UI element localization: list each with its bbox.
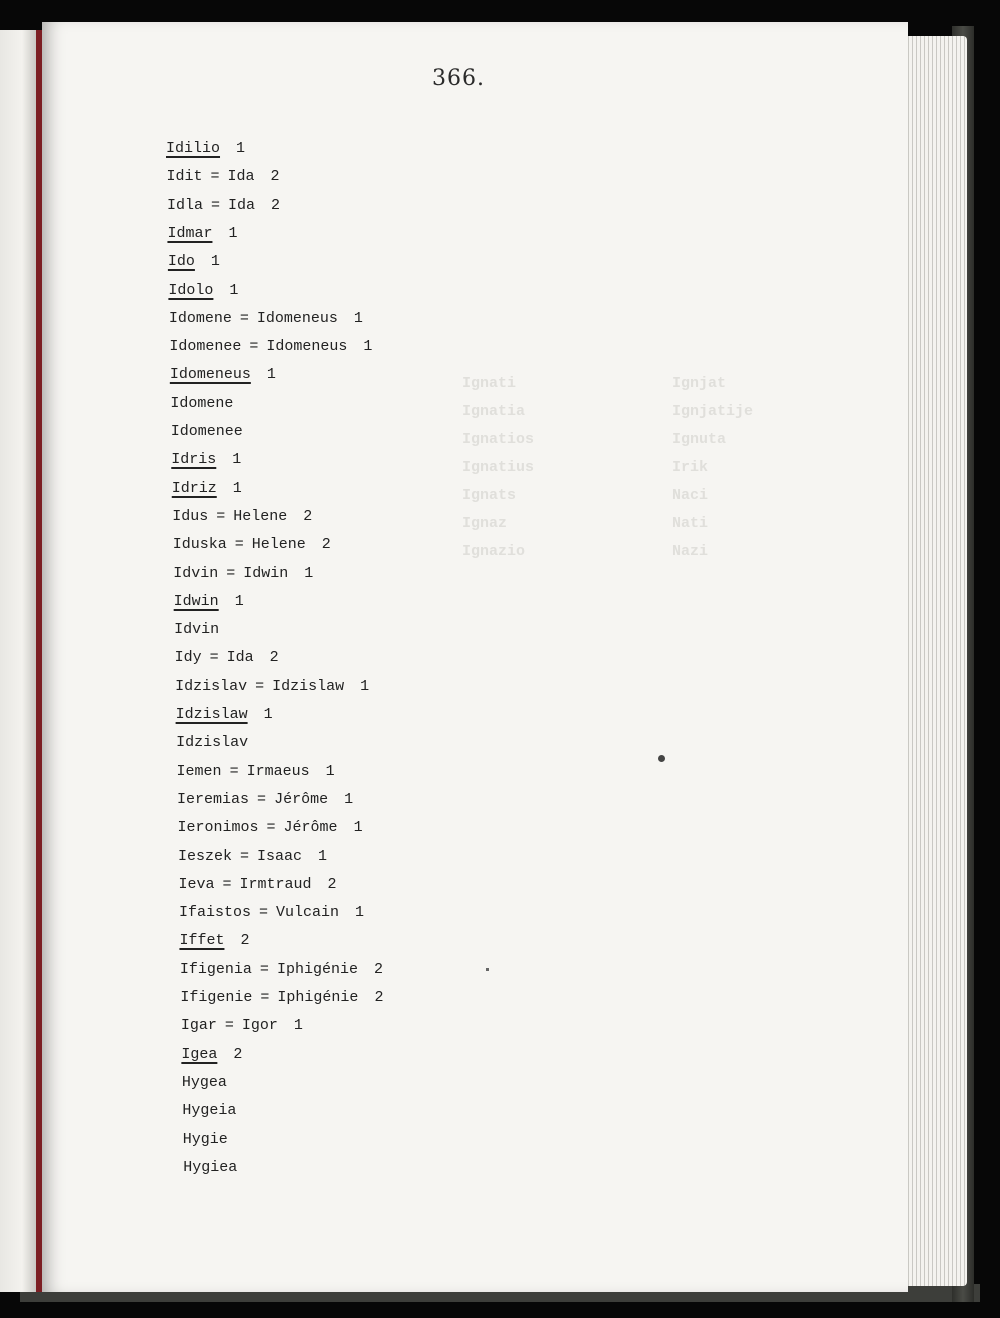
index-entry <box>173 562 313 586</box>
index-entry <box>180 986 383 1010</box>
entry-count: 1 <box>263 706 273 723</box>
entry-count: 1 <box>229 281 239 299</box>
entry-name: Idomenee <box>169 338 242 356</box>
index-entry <box>183 1128 228 1152</box>
equals-sign: = <box>257 790 267 808</box>
index-entry <box>169 307 363 331</box>
index-entry <box>167 222 237 246</box>
index-entry <box>177 788 353 812</box>
index-entry <box>173 533 331 557</box>
equals-sign: = <box>240 847 250 865</box>
entry-name: Igea <box>181 1045 218 1063</box>
entry-name: Idmar <box>167 224 213 242</box>
page-speck <box>658 755 665 762</box>
entry-reference: Jérôme <box>283 819 338 837</box>
equals-sign: = <box>229 762 239 780</box>
index-entry <box>170 363 276 387</box>
entry-name: Idus <box>172 507 209 525</box>
entry-count: 2 <box>269 649 279 667</box>
index-entry <box>175 675 369 699</box>
entry-name: Idomene <box>168 309 232 327</box>
equals-sign: = <box>224 1017 234 1035</box>
entry-reference: Iphigénie <box>276 960 358 978</box>
index-entry <box>182 1071 227 1095</box>
index-entry <box>181 1014 303 1038</box>
page-number: 366. <box>432 66 485 91</box>
entry-name: Idolo <box>168 281 214 299</box>
entry-count: 2 <box>374 989 384 1006</box>
entry-name: Ieronimos <box>177 819 259 837</box>
entry-name: Igar <box>180 1017 217 1035</box>
equals-sign: = <box>234 536 244 554</box>
entry-name: Ifigenia <box>179 960 252 978</box>
entry-name: Idzislaw <box>175 706 248 723</box>
equals-sign: = <box>226 564 236 582</box>
entry-name: Idomene <box>170 394 234 412</box>
entry-count: 2 <box>303 507 313 525</box>
entry-name: Hygea <box>181 1073 227 1091</box>
entry-count: 1 <box>266 366 276 384</box>
index-entry <box>176 731 248 755</box>
equals-sign: = <box>239 309 249 327</box>
index-entry <box>182 1099 236 1123</box>
equals-sign: = <box>210 196 220 214</box>
index-entry <box>181 1043 242 1067</box>
equals-sign: = <box>260 989 270 1006</box>
index-entry <box>170 392 233 416</box>
entry-name: Hygiea <box>183 1158 238 1176</box>
index-entry <box>175 646 279 670</box>
entry-count: 1 <box>360 677 370 695</box>
entry-count: 2 <box>233 1045 243 1063</box>
index-entry <box>178 816 363 840</box>
entry-name: Ifigenie <box>180 989 253 1006</box>
entry-name: Ifaistos <box>178 904 251 922</box>
index-entry <box>169 335 372 359</box>
page-stack-edges <box>905 36 967 1286</box>
entry-count: 2 <box>327 875 337 893</box>
entry-name: Hygeia <box>182 1102 237 1120</box>
entry-name: Idomenee <box>170 423 243 440</box>
entry-count: 2 <box>373 960 383 978</box>
entry-name: Idvin <box>174 621 220 639</box>
entry-reference: Idwin <box>243 564 289 582</box>
entry-count: 1 <box>232 451 242 469</box>
equals-sign: = <box>210 168 220 186</box>
index-entry <box>178 845 327 869</box>
entry-reference: Igor <box>241 1017 278 1035</box>
entry-name: Idy <box>174 649 202 667</box>
entry-name: Ieva <box>178 875 215 893</box>
left-page-edge <box>0 30 40 1292</box>
index-entry <box>177 760 335 784</box>
equals-sign: = <box>255 677 265 695</box>
entry-count: 1 <box>353 819 363 837</box>
index-entry <box>174 618 219 642</box>
entry-count: 2 <box>270 168 280 186</box>
equals-sign: = <box>249 338 259 356</box>
entry-reference: Ida <box>227 196 255 214</box>
index-entry <box>166 165 279 189</box>
entry-reference: Jérôme <box>274 790 329 808</box>
index-entry <box>183 1156 237 1180</box>
equals-sign: = <box>266 819 276 837</box>
index-entry <box>168 279 238 303</box>
index-entry <box>172 477 242 501</box>
entry-reference: Idzislaw <box>272 677 345 695</box>
entry-name: Idris <box>171 451 217 469</box>
entry-reference: Helene <box>233 507 288 525</box>
entry-reference: Idomeneus <box>266 338 348 356</box>
entry-name: Hygie <box>182 1130 228 1148</box>
equals-sign: = <box>258 904 268 922</box>
entry-count: 1 <box>293 1017 303 1035</box>
entry-count: 1 <box>344 790 354 808</box>
entry-name: Idla <box>166 196 203 214</box>
entry-reference: Idomeneus <box>256 309 338 327</box>
equals-sign: = <box>259 960 269 978</box>
entry-count: 1 <box>210 253 220 271</box>
index-entry <box>171 420 243 444</box>
entry-name: Ieszek <box>178 847 233 865</box>
entry-name: Idomeneus <box>169 366 251 384</box>
index-entry <box>166 137 245 161</box>
entry-count: 1 <box>228 224 238 242</box>
entry-count: 1 <box>325 762 335 780</box>
entry-name: Iffet <box>179 932 225 950</box>
entry-count: 2 <box>240 932 250 950</box>
entry-count: 2 <box>321 536 331 554</box>
entry-reference: Iphigénie <box>277 989 359 1006</box>
entry-reference: Irmaeus <box>246 762 310 780</box>
index-entry <box>168 250 220 274</box>
entry-name: Idilio <box>166 140 221 157</box>
entry-count: 1 <box>234 592 244 610</box>
entry-name: Idzislav <box>176 734 249 752</box>
entry-count: 1 <box>304 564 314 582</box>
page-speck <box>486 968 489 971</box>
entry-name: Idriz <box>171 479 217 497</box>
entry-count: 1 <box>236 140 246 157</box>
entry-reference: Irmtraud <box>239 875 312 893</box>
index-entry <box>178 873 336 897</box>
entry-reference: Ida <box>227 168 255 186</box>
equals-sign: = <box>216 507 226 525</box>
entry-count: 1 <box>363 338 373 356</box>
equals-sign: = <box>209 649 219 667</box>
entry-name: Idvin <box>173 564 219 582</box>
entry-count: 1 <box>355 904 365 922</box>
entry-name: Iduska <box>172 536 227 554</box>
entry-name: Iemen <box>176 762 222 780</box>
entry-count: 1 <box>232 479 242 497</box>
show-through-text: Ignati Ignatia Ignatios Ignatius Ignats Ignaz Ignazio <box>462 375 535 560</box>
entry-name: Idzislav <box>175 677 248 695</box>
entry-reference: Vulcain <box>275 904 339 922</box>
index-entry <box>171 448 241 472</box>
entry-name: Ieremias <box>177 790 250 808</box>
index-entry <box>174 590 244 614</box>
entry-name: Idwin <box>173 592 219 610</box>
index-entry <box>176 703 273 727</box>
index-entry <box>172 505 312 529</box>
entry-reference: Ida <box>226 649 254 667</box>
index-entry <box>180 958 383 982</box>
entry-count: 1 <box>353 309 363 327</box>
entry-count: 1 <box>318 847 328 865</box>
equals-sign: = <box>222 875 232 893</box>
entry-count: 2 <box>271 196 281 214</box>
entry-name: Idit <box>166 168 203 186</box>
show-through-text: Ignjat Ignjatije Ignuta Irik Naci Nati Nazi <box>672 375 754 560</box>
index-entry <box>179 901 364 925</box>
index-entry <box>167 194 280 218</box>
index-entry <box>179 929 249 953</box>
entry-name: Ido <box>167 253 195 271</box>
entry-reference: Isaac <box>257 847 303 865</box>
entry-reference: Helene <box>251 536 306 554</box>
